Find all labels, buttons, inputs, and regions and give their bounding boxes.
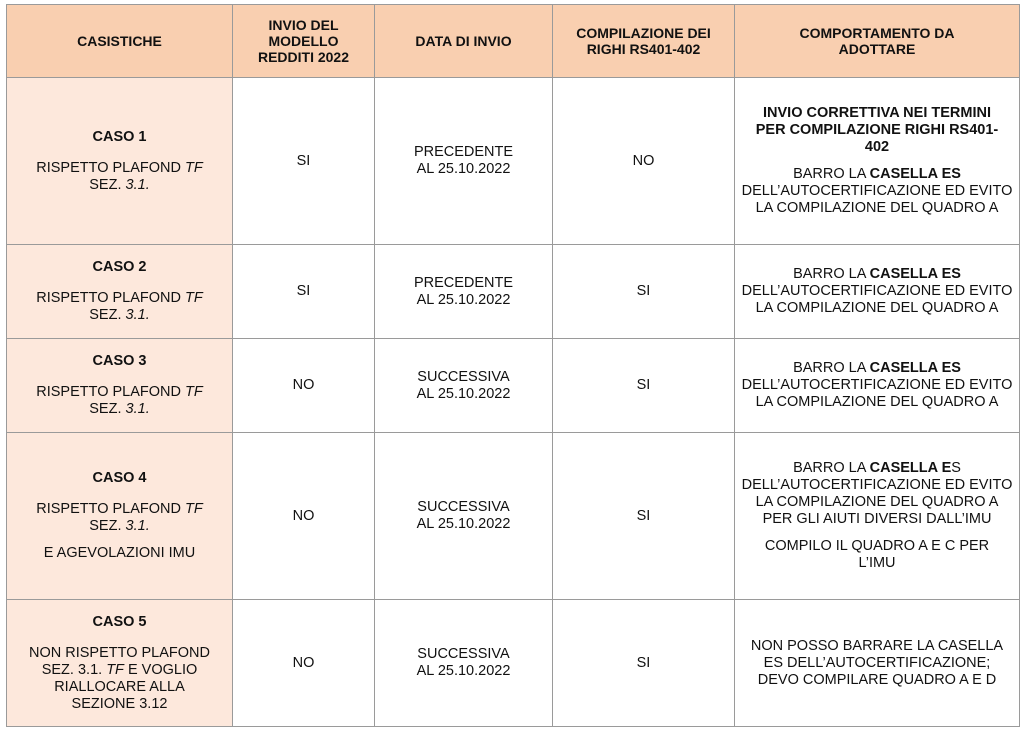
case-desc: RISPETTO PLAFOND TF SEZ. 3.1. xyxy=(36,159,203,193)
compilazione-cell: SI xyxy=(553,600,735,727)
case-cell xyxy=(7,339,233,433)
case-cell xyxy=(7,433,233,600)
comportamento-text: BARRO LA CASELLA ES DELL’AUTOCERTIFICAZIONE ED EVITO LA COMPILAZIONE DEL QUADRO A PER GLI AIUTI DIVERSI DALL’IMU xyxy=(741,460,1013,527)
table-row xyxy=(7,339,1020,433)
case-desc: RISPETTO PLAFOND TF SEZ. 3.1. xyxy=(36,384,203,417)
header-data: DATA DI INVIO xyxy=(375,5,553,78)
comportamento-text: BARRO LA CASELLA ES DELL’AUTOCERTIFICAZIONE ED EVITO LA COMPILAZIONE DEL QUADRO A xyxy=(741,266,1013,316)
comportamento-extra: COMPILO IL QUADRO A E C PER L’IMU xyxy=(764,538,990,571)
invio-cell: NO xyxy=(233,339,375,433)
data-cell: PRECEDENTE AL 25.10.2022 xyxy=(375,245,553,339)
invio-cell: SI xyxy=(233,245,375,339)
case-cell xyxy=(7,600,233,727)
header-row xyxy=(7,5,1020,78)
data-cell: SUCCESSIVA AL 25.10.2022 xyxy=(375,339,553,433)
header-casistiche: CASISTICHE xyxy=(7,5,233,78)
table-row xyxy=(7,433,1020,600)
case-desc: RISPETTO PLAFOND TF SEZ. 3.1. xyxy=(36,290,203,323)
compilazione-cell: SI xyxy=(553,245,735,339)
comportamento-text: NON POSSO BARRARE LA CASELLA ES DELL’AUTOCERTIFICAZIONE; DEVO COMPILARE QUADRO A E D xyxy=(750,637,1004,688)
comportamento-text: BARRO LA CASELLA ES DELL’AUTOCERTIFICAZIONE ED EVITO LA COMPILAZIONE DEL QUADRO A xyxy=(741,360,1013,410)
comportamento-cell xyxy=(735,433,1020,600)
comportamento-cell xyxy=(735,339,1020,433)
data-cell: PRECEDENTE AL 25.10.2022 xyxy=(375,78,553,245)
table-row xyxy=(7,245,1020,339)
comportamento-cell xyxy=(735,78,1020,245)
header-comportamento: COMPORTAMENTO DA ADOTTARE xyxy=(735,5,1020,78)
case-desc: RISPETTO PLAFOND TF SEZ. 3.1. xyxy=(36,501,203,534)
compilazione-cell: SI xyxy=(553,339,735,433)
case-cell xyxy=(7,245,233,339)
data-cell: SUCCESSIVA AL 25.10.2022 xyxy=(375,600,553,727)
case-desc: NON RISPETTO PLAFOND SEZ. 3.1. TF E VOGLIO RIALLOCARE ALLA SEZIONE 3.12 xyxy=(28,644,210,712)
comportamento-text: BARRO LA CASELLA ES DELL’AUTOCERTIFICAZIONE ED EVITO LA COMPILAZIONE DEL QUADRO A xyxy=(741,166,1013,216)
case-desc-extra: E AGEVOLAZIONI IMU xyxy=(43,545,196,561)
table-row xyxy=(7,600,1020,727)
invio-cell: SI xyxy=(233,78,375,245)
casistiche-table xyxy=(6,4,1020,727)
case-title: CASO 3 xyxy=(92,353,147,369)
comportamento-cell xyxy=(735,245,1020,339)
invio-cell: NO xyxy=(233,433,375,600)
case-title: CASO 4 xyxy=(92,470,147,486)
case-title: CASO 1 xyxy=(92,128,147,145)
header-invio: INVIO DEL MODELLO REDDITI 2022 xyxy=(233,5,375,78)
case-title: CASO 5 xyxy=(92,613,147,630)
comportamento-cell xyxy=(735,600,1020,727)
comportamento-bold: INVIO CORRETTIVA NEI TERMINI PER COMPILAZIONE RIGHI RS401-402 xyxy=(755,105,999,155)
table-row xyxy=(7,78,1020,245)
invio-cell: NO xyxy=(233,600,375,727)
compilazione-cell: SI xyxy=(553,433,735,600)
compilazione-cell: NO xyxy=(553,78,735,245)
header-compilazione: COMPILAZIONE DEI RIGHI RS401-402 xyxy=(553,5,735,78)
data-cell: SUCCESSIVA AL 25.10.2022 xyxy=(375,433,553,600)
case-title: CASO 2 xyxy=(92,259,147,275)
case-cell xyxy=(7,78,233,245)
